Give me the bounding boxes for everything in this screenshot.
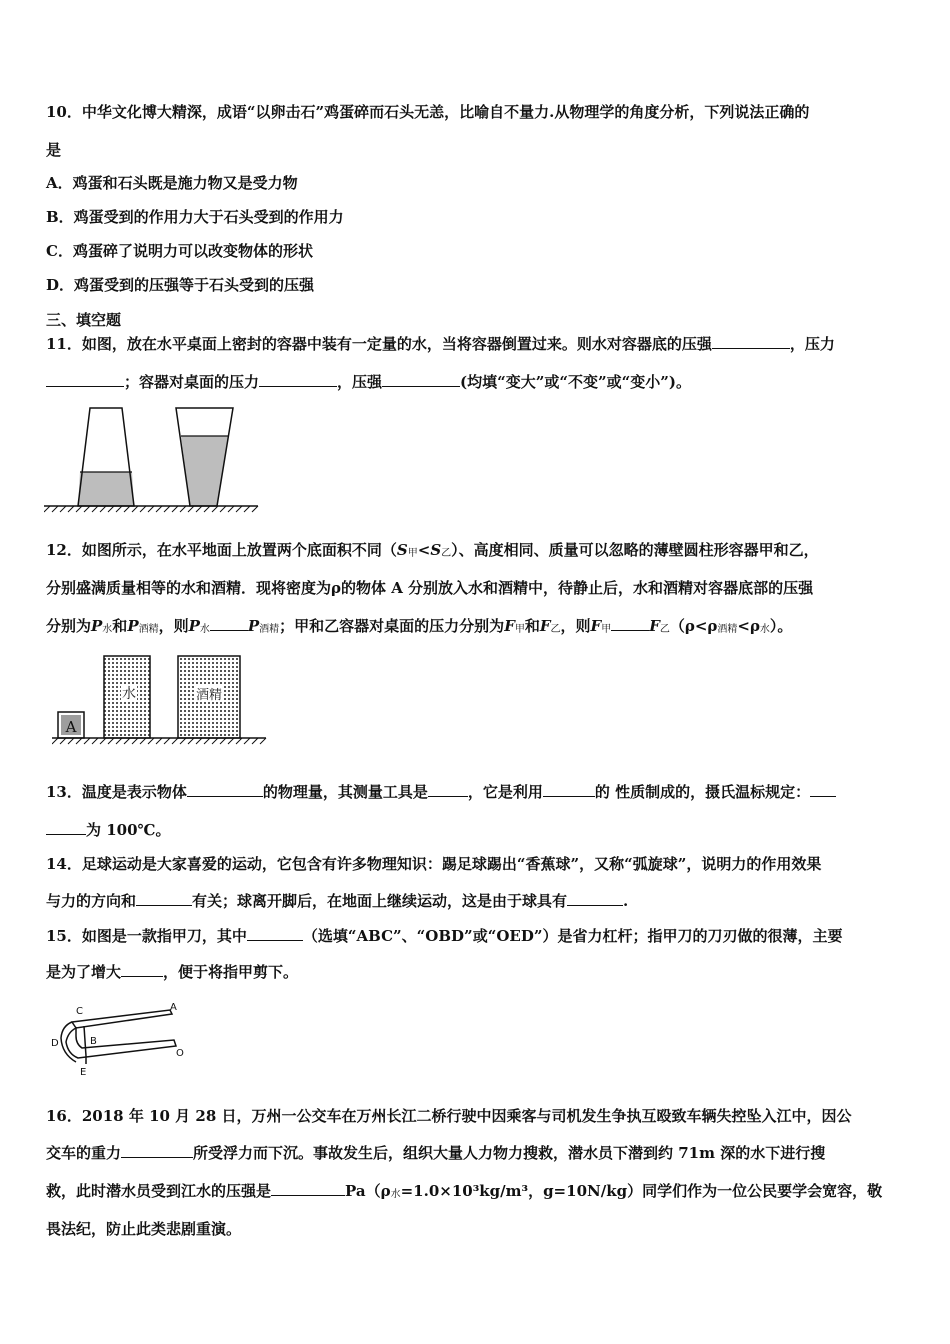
q13-blank-3[interactable] (543, 782, 595, 797)
q14-blank-2[interactable] (567, 891, 623, 906)
q10-option-d: D．鸡蛋受到的压强等于石头受到的压强 (46, 276, 315, 294)
section-heading: 三、填空题 (46, 311, 122, 329)
q10-option-c: C．鸡蛋碎了说明力可以改变物体的形状 (46, 242, 313, 260)
q13-blank-1[interactable] (187, 782, 263, 797)
q14-line1: 14．足球运动是大家喜爱的运动，它包含有许多物理知识：踢足球踢出“香蕉球”，又称“弧旋球”，说明力的作用效果 (46, 855, 822, 873)
q11-blank-2[interactable] (46, 372, 124, 387)
q15-blank-1[interactable] (247, 926, 303, 941)
q16-line4: 畏法纪，防止此类悲剧重演。 (46, 1220, 242, 1238)
q13-blank-4b[interactable] (46, 820, 86, 835)
q15-label-b: B (90, 1036, 97, 1047)
q12-containers-figure (52, 650, 270, 748)
q10-stem-line1: 10．中华文化博大精深，成语“以卵击石”鸡蛋碎而石头无恙，比喻自不量力.从物理学的角度分析，下列说法正确的 (46, 103, 810, 121)
q13-line1: 13．温度是表示物体 的物理量，其测量工具是 ，它是利用 的 性质制成的，摄氏温标规定： (46, 782, 836, 802)
q12-line3: 分别为P水和P酒精，则P水 P酒精；甲和乙容器对桌面的压力分别为F甲和F乙，则F甲 F乙（ρ<ρ酒精<ρ水）。 (46, 617, 793, 635)
q11-blank-3[interactable] (259, 372, 337, 387)
q11-container-figure (44, 400, 262, 518)
q12-line1: 12．如图所示，在水平地面上放置两个底面积不同（S甲<S乙）、高度相同、质量可以忽略的薄壁圆柱形容器甲和乙， (46, 541, 819, 559)
q12-blank-1[interactable] (210, 616, 248, 631)
q15-label-c: C (76, 1006, 83, 1017)
q12-line2: 分别盛满质量相等的水和酒精．现将密度为ρ的物体 A 分别放入水和酒精中，待静止后，水和酒精对容器底部的压强 (46, 579, 814, 597)
q15-label-e: E (80, 1067, 87, 1078)
q14-blank-1[interactable] (136, 891, 192, 906)
q16-line2: 交车的重力 所受浮力而下沉。事故发生后，组织大量人力物力搜救，潜水员下潜到约 71m 深的水下进行搜 (46, 1144, 826, 1162)
q16-blank-1[interactable] (121, 1143, 193, 1158)
q13-blank-2[interactable] (428, 782, 468, 797)
q11-blank-4[interactable] (382, 372, 460, 387)
q16-line1: 16．2018 年 10 月 28 日，万州一公交车在万州长江二桥行驶中因乘客与司机发生争执互殴致车辆失控坠入江中，因公 (46, 1107, 852, 1125)
q12-fig-water-label: 水 (122, 686, 136, 702)
q12-fig-object-a: A (65, 718, 77, 736)
q16-line3: 救，此时潜水员受到江水的压强是 Pa（ρ水=1.0×10³kg/m³，g=10N/kg）同学们作为一位公民要学会宽容，敬 (46, 1182, 883, 1200)
q14-line2: 与力的方向和 有关；球离开脚后，在地面上继续运动，这是由于球具有 . (46, 892, 629, 910)
q15-label-a: A (170, 1002, 177, 1013)
q11-blank-1[interactable] (712, 334, 790, 349)
q12-blank-2[interactable] (611, 616, 649, 631)
q15-line1: 15．如图是一款指甲刀，其中 （选填“ABC”、“OBD”或“OED”）是省力杠杆；指甲刀的刀刃做的很薄，主要 (46, 927, 843, 945)
q13-line2: 为 100℃。 (46, 820, 171, 840)
q13-blank-4a[interactable] (810, 782, 836, 797)
q11-line2: ；容器对桌面的压力 ，压强 (均填“变大”或“不变”或“变小”)。 (46, 372, 691, 392)
q15-nail-clipper-figure (46, 996, 196, 1078)
q10-option-b: B．鸡蛋受到的作用力大于石头受到的作用力 (46, 208, 344, 226)
q11-line1: 11．如图，放在水平桌面上密封的容器中装有一定量的水，当将容器倒置过来。则水对容器底的压强 ，压力 (46, 335, 835, 353)
q15-line2: 是为了增大 ，便于将指甲剪下。 (46, 963, 299, 981)
q15-label-o: O (176, 1048, 184, 1059)
q16-blank-2[interactable] (271, 1181, 345, 1196)
q15-blank-2[interactable] (121, 962, 163, 977)
q10-option-a: A．鸡蛋和石头既是施力物又是受力物 (46, 174, 298, 192)
q12-fig-alcohol-label: 酒精 (195, 688, 223, 703)
q15-label-d: D (51, 1038, 59, 1049)
q10-stem-line2: 是 (46, 141, 62, 159)
